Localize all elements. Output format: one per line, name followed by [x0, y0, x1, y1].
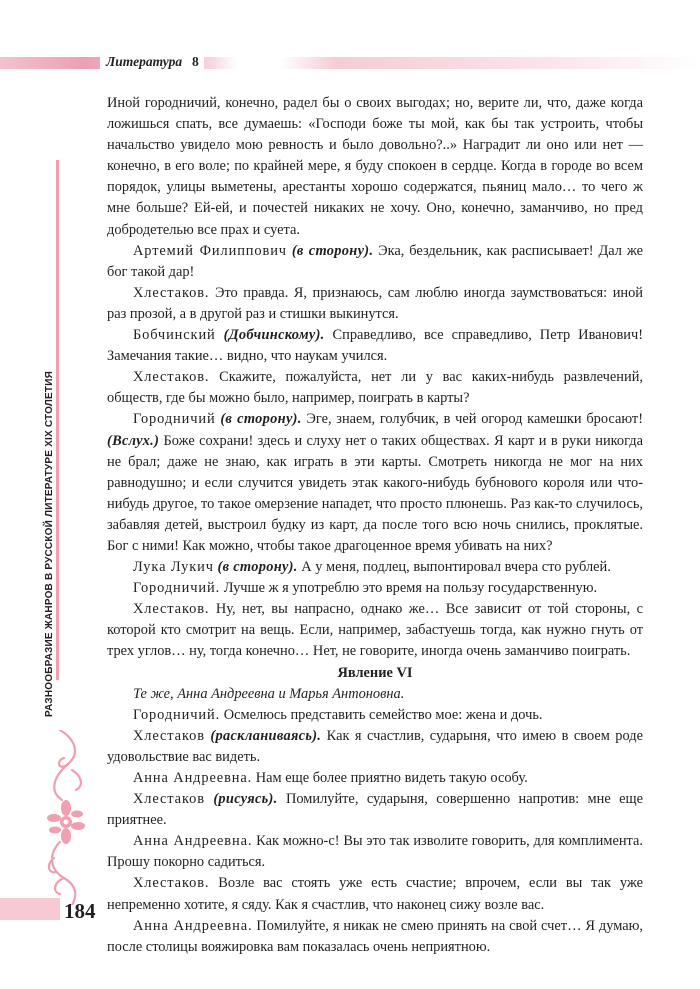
paragraph: Анна Андреевна. Помилуйте, я никак не смею принять на свой счет… Я думаю, после столицы вояжировка вам показалась очень неприятною. — [107, 917, 643, 955]
section-title-vertical: РАЗНООБРАЗИЕ ЖАНРОВ В РУССКОЙ ЛИТЕРАТУРЕ XIX СТОЛЕТИЯ — [44, 371, 55, 717]
paragraph: Городничий. Осмелюсь представить семейство мое: жена и дочь. — [133, 706, 543, 723]
floral-ornament-icon — [46, 730, 86, 905]
speaker-name: Хлестаков. — [133, 284, 210, 301]
paragraph: Хлестаков. Возле вас стоять уже есть счастие; впрочем, если вы так уже непременно хотите, я сяду. Как я счастлив, что наконец сижу возле вас. — [107, 875, 643, 913]
speaker-name: Анна Андреевна. — [133, 917, 253, 934]
stage-direction: (в сторону). — [217, 559, 298, 576]
paragraph: Бобчинский (Добчинскому). Справедливо, все справедливо, Петр Иванович! Замечания такие… видно, что наукам учился. — [107, 327, 643, 365]
speaker-name: Хлестаков. — [133, 601, 210, 618]
speaker-name: Лука Лукич — [133, 559, 214, 576]
paragraph: Артемий Филиппович (в сторону). Эка, бездельник, как расписывает! Дал же бог такой дар! — [107, 242, 643, 280]
speaker-name: Городничий. — [133, 706, 221, 723]
stage-direction: (Добчинскому). — [223, 327, 325, 344]
speaker-name: Хлестаков. — [133, 369, 210, 386]
paragraph: Лука Лукич (в сторону). А у меня, подлец, выпонтировал вчера сто рублей. — [133, 559, 611, 576]
speaker-name: Городничий — [133, 411, 216, 428]
paragraph: Анна Андреевна. Нам еще более приятно видеть такую особу. — [133, 770, 528, 786]
stage-direction: (Вслух.) — [107, 432, 160, 449]
page-body — [107, 93, 643, 958]
paragraph: Анна Андреевна. Как можно-с! Вы это так изволите говорить, для комплимента. Прошу покорно садиться. — [107, 833, 643, 871]
speaker-name: Хлестаков — [133, 791, 205, 808]
paragraph: Хлестаков. Это правда. Я, признаюсь, сам люблю иногда заумствоваться: иной раз прозой, а в другой раз и стишки выкинутся. — [107, 284, 643, 322]
stage-direction: (раскланиваясь). — [210, 727, 322, 744]
stage-direction: (в сторону). — [220, 411, 302, 428]
paragraph: Городничий (в сторону). Эге, знаем, голубчик, в чей огород камешки бросают! (Вслух.) Боже сохрани! здесь и слуху нет о таких обществах. Я карт и в руки никогда не брал; даже не знаю, как играть в эти карты. Смотреть никогда не мог на них равнодушно; и если случится увидеть этак какого-нибудь бубнового короля или что-нибудь другое, то такое омерзение нападет, что просто плюнешь. Раз как-то случилось, забавляя детей, выстроил будку из карт, да после того всю ночь снились, проклятые. Бог с ними! Как можно, чтобы такое драгоценное время убивать на них? — [107, 411, 643, 554]
paragraph: Иной городничий, конечно, радел бы о своих выгодах; но, верите ли, что, даже когда ложишься спать, все думаешь: «Господи боже ты мой, как бы так устроить, чтобы начальство увидело мою ревность и было довольно?..» Наградит ли оно или нет — конечно, в его воле; по крайней мере, я буду спокоен в сердце. Когда в городе во всем порядок, улицы выметены, арестанты хорошо содержатся, пьяниц мало… то чего ж мне больше? Ей-ей, и почестей никаких не хочу. Оно, конечно, заманчиво, но пред добродетелью все прах и суета. — [107, 95, 643, 238]
speaker-name: Бобчинский — [133, 327, 216, 344]
scene-title: Явление VI — [337, 664, 413, 681]
paragraph: Хлестаков. Ну, нет, вы напрасно, однако же… Все зависит от той стороны, с которой кто смотрит на вещь. Если, например, забастуешь тогда, как нужно гнуть от трех углов… ну, тогда конечно… Нет, не говорите, иногда очень заманчиво поиграть. — [107, 601, 643, 660]
stage-direction: (в сторону). — [291, 242, 374, 259]
stage-direction: (рисуясь). — [213, 791, 278, 808]
footer-band — [0, 898, 60, 920]
page-number: 184 — [64, 899, 96, 923]
paragraph: Хлестаков (рисуясь). Помилуйте, сударыня, совершенно напротив: мне еще приятнее. — [107, 791, 643, 829]
speaker-name: Хлестаков — [133, 727, 205, 744]
speaker-name: Артемий Филиппович — [133, 242, 287, 259]
speaker-name: Хлестаков. — [133, 875, 210, 892]
paragraph: Городничий. Лучше ж я употреблю это время на пользу государственную. — [133, 580, 598, 597]
paragraph: Хлестаков. Скажите, пожалуйста, нет ли у вас каких-нибудь развлечений, обществ, где бы можно было, например, поиграть в карты? — [107, 369, 643, 407]
speaker-name: Анна Андреевна. — [133, 833, 253, 850]
speaker-name: Городничий. — [133, 580, 221, 597]
paragraph: Хлестаков (раскланиваясь). Как я счастлив, сударыня, что имею в своем роде удовольствие вас видеть. — [107, 727, 643, 765]
speaker-name: Анна Андреевна. — [133, 770, 253, 786]
scene-stage-direction: Те же, Анна Андреевна и Марья Антоновна. — [133, 685, 405, 702]
running-header-title: Литература — [100, 53, 188, 71]
running-header-grade: 8 — [187, 53, 204, 71]
